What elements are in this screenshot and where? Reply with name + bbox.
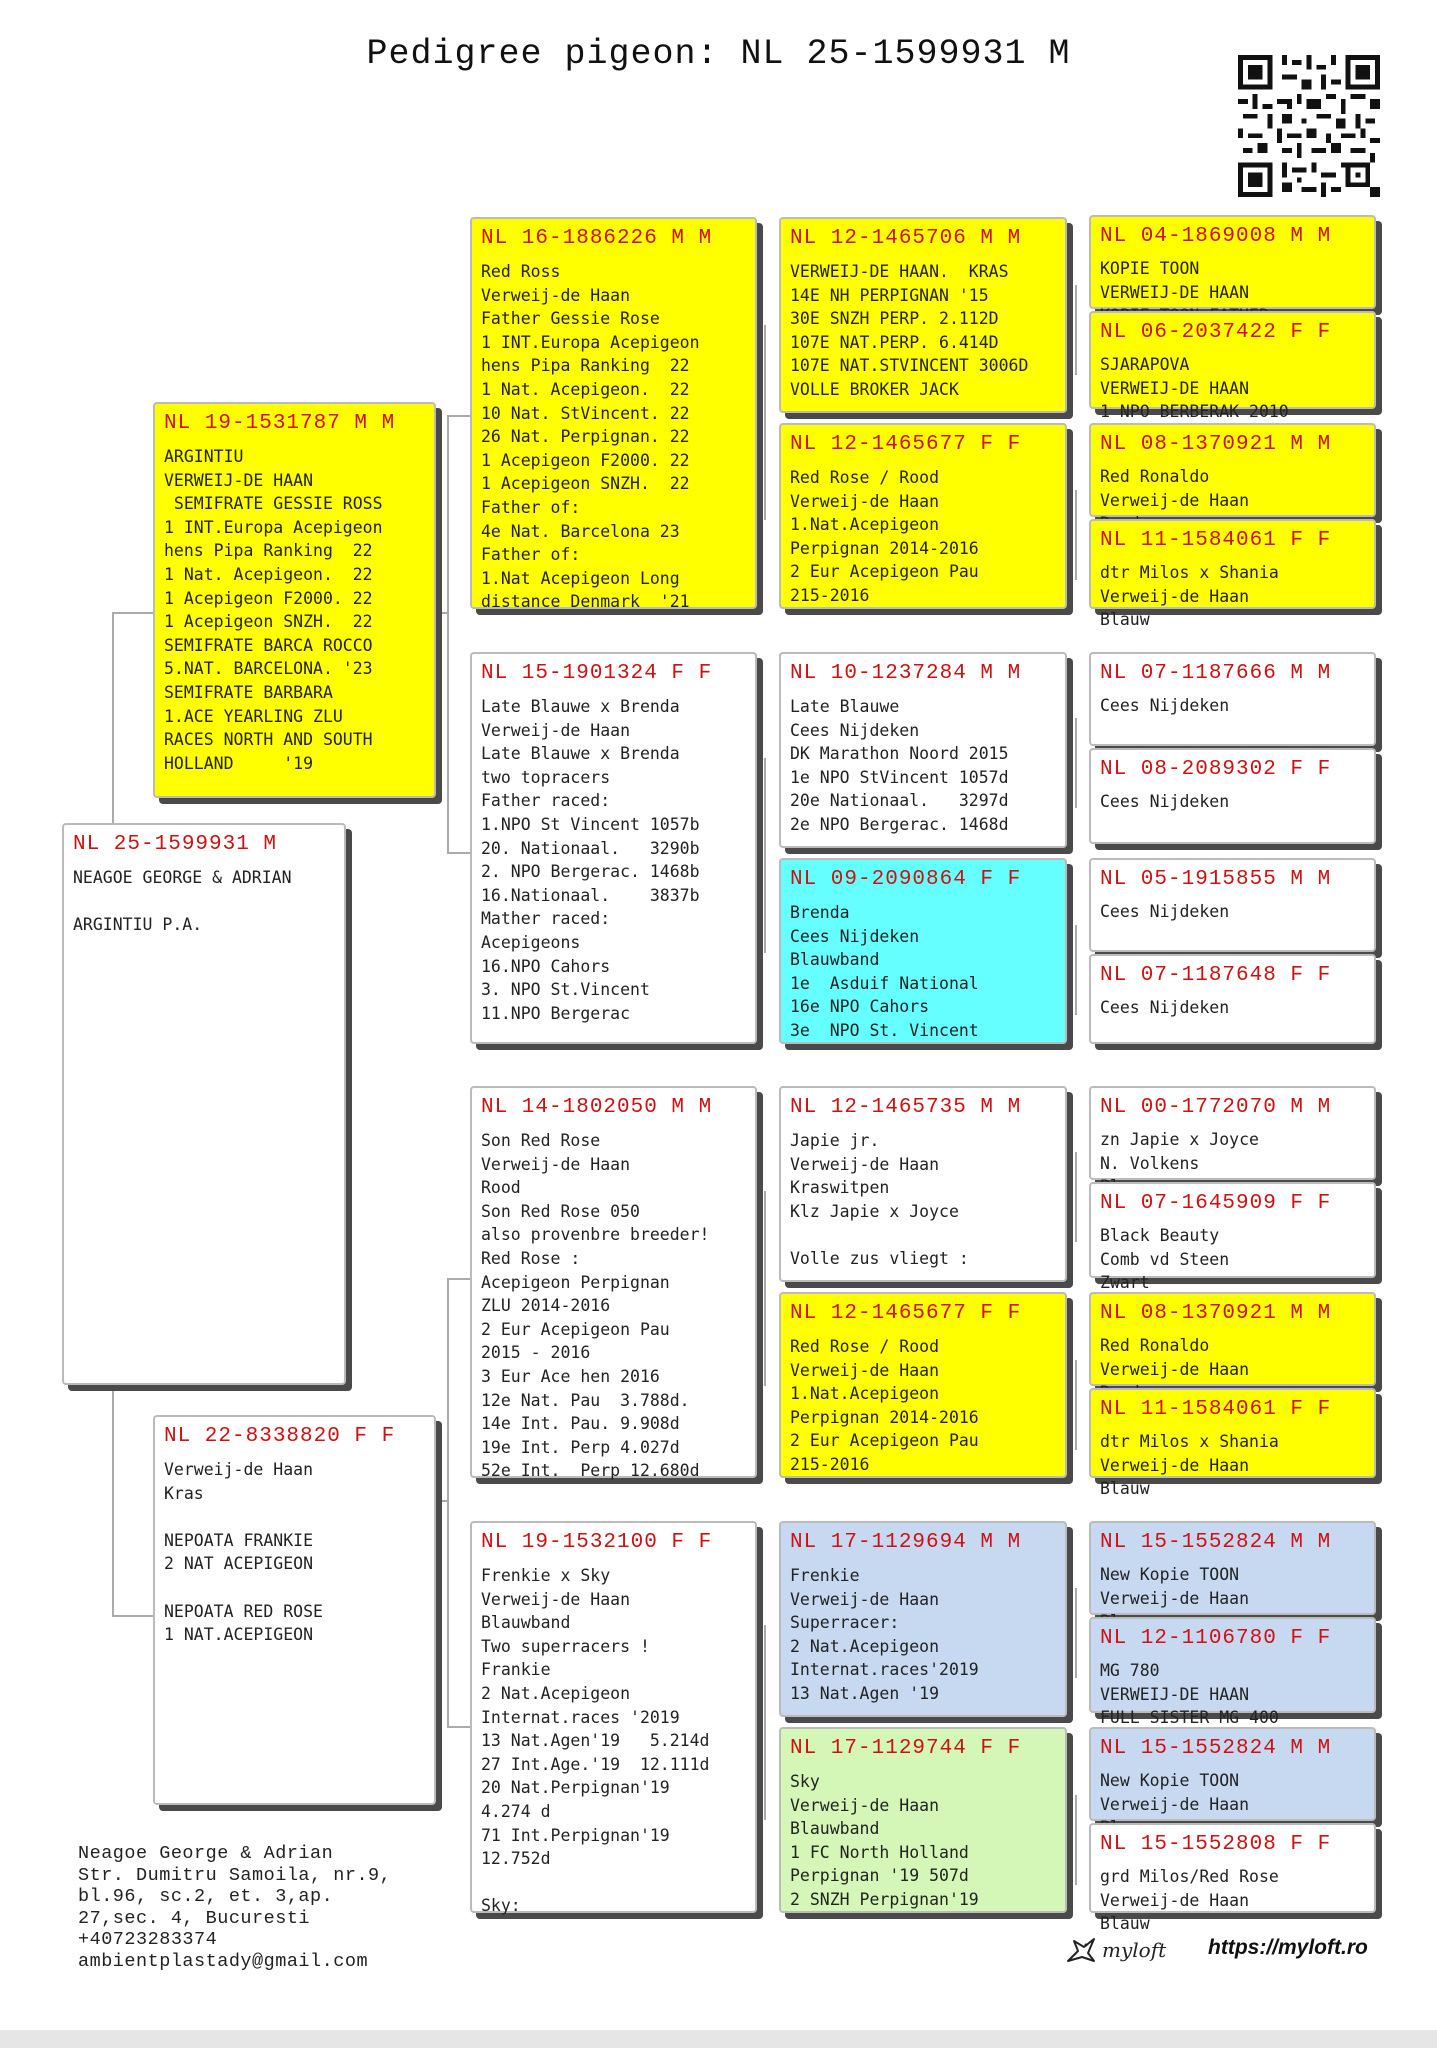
bottom-bar (0, 2030, 1437, 2048)
dam-ring: NL 22-8338820 F F (164, 1425, 396, 1448)
gen4-info: zn Japie x Joyce N. Volkens (1100, 1130, 1259, 1173)
gen3-info: Late Blauwe Cees Nijdeken DK Marathon Noord 2015 1e NPO StVincent 1057d 20e Nationaal. 3297d 2e NPO Bergerac. 1468d (790, 697, 1009, 834)
gen4-ring: NL 15-1552824 M M (1100, 1737, 1332, 1760)
connector-subject-to-dame (112, 1615, 154, 1617)
connector-gen3-e (1075, 1152, 1077, 1242)
gen3-ring: NL 12-1465735 M M (790, 1096, 1022, 1119)
connector-gen2b-vertical (764, 758, 766, 953)
gen4-card-5[interactable] (1089, 652, 1376, 746)
connector-gen3-g (1075, 1588, 1077, 1678)
gen4-card-13[interactable] (1089, 1521, 1376, 1615)
connector-dam-to-gen2d (447, 1726, 471, 1728)
gen4-card-11[interactable] (1089, 1292, 1376, 1386)
gen4-info: Cees Nijdeken (1100, 998, 1230, 1017)
gen4-info: Black Beauty Comb vd Steen Zwart (1100, 1226, 1230, 1292)
gen3-ring: NL 17-1129694 M M (790, 1531, 1022, 1554)
gen3-card-5[interactable] (779, 1086, 1067, 1282)
connector-sire-vertical (447, 415, 449, 852)
gen3-card-4[interactable] (779, 858, 1067, 1044)
gen4-info: New Kopie TOON Verweij-de Haan (1100, 1565, 1250, 1608)
gen3-ring: NL 17-1129744 F F (790, 1737, 1022, 1760)
gen2-info: Late Blauwe x Brenda Verweij-de Haan Late Blauwe x Brenda two topracers Father raced: 1.NPO St Vincent 1057b 20. Nationaal. 3290b 2. NPO Bergerac. 1468b 16.Nationaal. 3837b Mather raced: Acepigeons 16.NPO Cahors 3. NPO St.Vincent 11.NPO Bergerac (481, 697, 700, 1023)
gen3-ring: NL 10-1237284 M M (790, 662, 1022, 685)
gen4-ring: NL 07-1187648 F F (1100, 964, 1332, 987)
gen4-card-16[interactable] (1089, 1823, 1376, 1933)
gen4-ring: NL 08-1370921 M M (1100, 433, 1332, 456)
myloft-logo (1064, 1930, 1166, 1970)
connector-gen3-h (1075, 1795, 1077, 1885)
gen2-info: Frenkie x Sky Verweij-de Haan Blauwband Two superracers ! Frankie 2 Nat.Acepigeon Internat.races '2019 13 Nat.Agen'19 5.214d 27 Int.Age.'19 12.111d 20 Nat.Perpignan'19 4.274 d 71 Int.Perpignan'19 12.752d Sky: (481, 1566, 710, 1916)
gen2-info: Son Red Rose Verweij-de Haan Rood Son Red Rose 050 also provenbre breeder! Red Rose : Acepigeon Perpignan ZLU 2014-2016 2 Eur Acepigeon Pau 2015 - 2016 3 Eur Ace hen 2016 12e Nat. Pau 3.788d. 14e Int. Pau. 9.908d 19e Int. Perp 4.027d 52e Int. Perp 12.680d (481, 1131, 710, 1481)
gen4-ring: NL 11-1584061 F F (1100, 529, 1332, 552)
pigeon-icon (1064, 1933, 1098, 1967)
qr-code-icon (1238, 55, 1380, 197)
gen4-card-9[interactable] (1089, 1086, 1376, 1180)
website-link[interactable]: https://myloft.ro (1208, 1936, 1368, 1959)
gen3-info: Brenda Cees Nijdeken Blauwband 1e Asduif National 16e NPO Cahors 3e NPO St. Vincent (790, 903, 979, 1040)
gen4-ring: NL 07-1645909 F F (1100, 1192, 1332, 1215)
dam-info: Verweij-de Haan Kras NEPOATA FRANKIE 2 NAT ACEPIGEON NEPOATA RED ROSE 1 NAT.ACEPIGEON (164, 1460, 323, 1645)
gen4-info: Red Ronaldo Verweij-de Haan (1100, 467, 1250, 510)
gen4-info: Red Ronaldo Verweij-de Haan (1100, 1336, 1250, 1379)
connector-subject-bottom (112, 1386, 114, 1616)
connector-subject-top (112, 612, 114, 826)
gen4-card-15[interactable] (1089, 1727, 1376, 1821)
gen4-info: MG 780 VERWEIJ-DE HAAN FULL SISTER MG 400 (1100, 1661, 1279, 1727)
gen4-card-6[interactable] (1089, 748, 1376, 844)
gen3-info: Sky Verweij-de Haan Blauwband 1 FC North Holland Perpignan '19 507d 2 SNZH Perpignan'19 (790, 1772, 979, 1909)
connector-gen3-d (1075, 925, 1077, 1015)
gen3-info: Red Rose / Rood Verweij-de Haan 1.Nat.Acepigeon Perpignan 2014-2016 2 Eur Acepigeon Pau 215-2016 (790, 1337, 979, 1474)
gen2-ring: NL 16-1886226 M M (481, 227, 713, 250)
gen4-card-7[interactable] (1089, 858, 1376, 952)
gen4-info: grd Milos/Red Rose Verweij-de Haan Blauw (1100, 1867, 1279, 1933)
gen4-info: dtr Milos x Shania Verweij-de Haan Blauw (1100, 563, 1279, 629)
gen4-info: SJARAPOVA VERWEIJ-DE HAAN 1 NPO BERBERAK 2010 (1100, 355, 1289, 421)
connector-gen2d-vertical (764, 1625, 766, 1820)
connector-subject-to-sire (112, 612, 154, 614)
gen4-info: Cees Nijdeken (1100, 792, 1230, 811)
gen2-ring: NL 15-1901324 F F (481, 662, 713, 685)
gen2-card-2[interactable] (470, 652, 757, 1044)
logo-text: myloft (1102, 1938, 1167, 1962)
gen4-card-4[interactable] (1089, 519, 1376, 629)
gen4-ring: NL 04-1869008 M M (1100, 225, 1332, 248)
gen2-info: Red Ross Verweij-de Haan Father Gessie Rose 1 INT.Europa Acepigeon hens Pipa Ranking 22 1 Nat. Acepigeon. 22 10 Nat. StVincent. 22 26 Nat. Perpignan. 22 1 Acepigeon F2000. 22 1 Acepigeon SNZH. 22 Father of: 4e Nat. Barcelona 23 Father of: 1.Nat Acepigeon Long distance Denmark '21 (481, 262, 700, 612)
gen4-card-8[interactable] (1089, 954, 1376, 1044)
gen2-card-3[interactable] (470, 1086, 757, 1481)
gen4-ring: NL 15-1552808 F F (1100, 1833, 1332, 1856)
gen4-ring: NL 00-1772070 M M (1100, 1096, 1332, 1119)
gen4-info: New Kopie TOON Verweij-de Haan (1100, 1771, 1250, 1814)
gen3-card-8[interactable] (779, 1727, 1067, 1913)
gen4-ring: NL 08-2089302 F F (1100, 758, 1332, 781)
gen2-card-4[interactable] (470, 1521, 757, 1916)
gen2-ring: NL 19-1532100 F F (481, 1531, 713, 1554)
gen4-ring: NL 07-1187666 M M (1100, 662, 1332, 685)
subject-info: NEAGOE GEORGE & ADRIAN ARGINTIU P.A. (73, 868, 292, 935)
gen2-ring: NL 14-1802050 M M (481, 1096, 713, 1119)
gen3-ring: NL 12-1465677 F F (790, 433, 1022, 456)
breeder-address: Neagoe George & Adrian Str. Dumitru Samoila, nr.9, bl.96, sc.2, et. 3,ap. 27,sec. 4, Bucuresti +40723283374 ambientplastady@gmail.com (78, 1843, 392, 1972)
connector-gen2c-vertical (764, 1191, 766, 1386)
gen4-info: KOPIE TOON VERWEIJ-DE HAAN (1100, 259, 1250, 302)
connector-dam-to-gen2c (447, 1278, 471, 1280)
gen3-card-3[interactable] (779, 652, 1067, 848)
connector-sire-to-gen2a (447, 415, 471, 417)
connector-gen3-f (1075, 1360, 1077, 1450)
gen3-info: VERWEIJ-DE HAAN. KRAS 14E NH PERPIGNAN '15 30E SNZH PERP. 2.112D 107E NAT.PERP. 6.414D 107E NAT.STVINCENT 3006D VOLLE BROKER JACK (790, 262, 1029, 399)
gen3-info: Red Rose / Rood Verweij-de Haan 1.Nat.Acepigeon Perpignan 2014-2016 2 Eur Acepigeon Pau 215-2016 (790, 468, 979, 605)
gen4-card-1[interactable] (1089, 215, 1376, 309)
gen3-card-2[interactable] (779, 423, 1067, 609)
gen4-card-12[interactable] (1089, 1388, 1376, 1498)
subject-ring: NL 25-1599931 M (73, 833, 278, 856)
gen3-info: Frenkie Verweij-de Haan Superracer: 2 Nat.Acepigeon Internat.races'2019 13 Nat.Agen '19 (790, 1566, 979, 1703)
page-title: Pedigree pigeon: NL 25-1599931 M (366, 34, 1071, 74)
gen4-card-10[interactable] (1089, 1182, 1376, 1292)
sire-ring: NL 19-1531787 M M (164, 412, 396, 435)
gen4-info: Cees Nijdeken (1100, 902, 1230, 921)
gen3-ring: NL 09-2090864 F F (790, 868, 1022, 891)
connector-sire-to-gen2b (447, 852, 471, 854)
connector-gen3-a (1075, 285, 1077, 375)
sire-card[interactable] (153, 402, 436, 798)
gen4-card-3[interactable] (1089, 423, 1376, 517)
gen4-card-2[interactable] (1089, 311, 1376, 421)
gen4-ring: NL 05-1915855 M M (1100, 868, 1332, 891)
gen4-ring: NL 11-1584061 F F (1100, 1398, 1332, 1421)
gen3-card-6[interactable] (779, 1292, 1067, 1478)
gen4-ring: NL 15-1552824 M M (1100, 1531, 1332, 1554)
gen3-info: Japie jr. Verweij-de Haan Kraswitpen Klz Japie x Joyce Volle zus vliegt : (790, 1131, 969, 1268)
sire-info: ARGINTIU VERWEIJ-DE HAAN SEMIFRATE GESSIE ROSS 1 INT.Europa Acepigeon hens Pipa Ranking 22 1 Nat. Acepigeon. 22 1 Acepigeon F2000. 22 1 Acepigeon SNZH. 22 SEMIFRATE BARCA ROCCO 5.NAT. BARCELONA. '23 SEMIFRATE BARBARA 1.ACE YEARLING ZLU RACES NORTH AND SOUTH HOLLAND '19 (164, 447, 383, 773)
connector-gen3-b (1075, 490, 1077, 580)
gen3-ring: NL 12-1465706 M M (790, 227, 1022, 250)
gen3-ring: NL 12-1465677 F F (790, 1302, 1022, 1325)
subject-card[interactable] (62, 823, 346, 1385)
gen4-ring: NL 08-1370921 M M (1100, 1302, 1332, 1325)
connector-dam-vertical (447, 1278, 449, 1726)
dam-card[interactable] (153, 1415, 436, 1805)
gen4-ring: NL 06-2037422 F F (1100, 321, 1332, 344)
gen4-card-14[interactable] (1089, 1617, 1376, 1727)
connector-gen2a-vertical (764, 325, 766, 520)
gen4-info: Cees Nijdeken (1100, 696, 1230, 715)
gen4-info: dtr Milos x Shania Verweij-de Haan Blauw (1100, 1432, 1279, 1498)
gen3-card-7[interactable] (779, 1521, 1067, 1717)
gen3-card-1[interactable] (779, 217, 1067, 413)
gen2-card-1[interactable] (470, 217, 757, 612)
gen4-ring: NL 12-1106780 F F (1100, 1627, 1332, 1650)
connector-gen3-c (1075, 718, 1077, 808)
